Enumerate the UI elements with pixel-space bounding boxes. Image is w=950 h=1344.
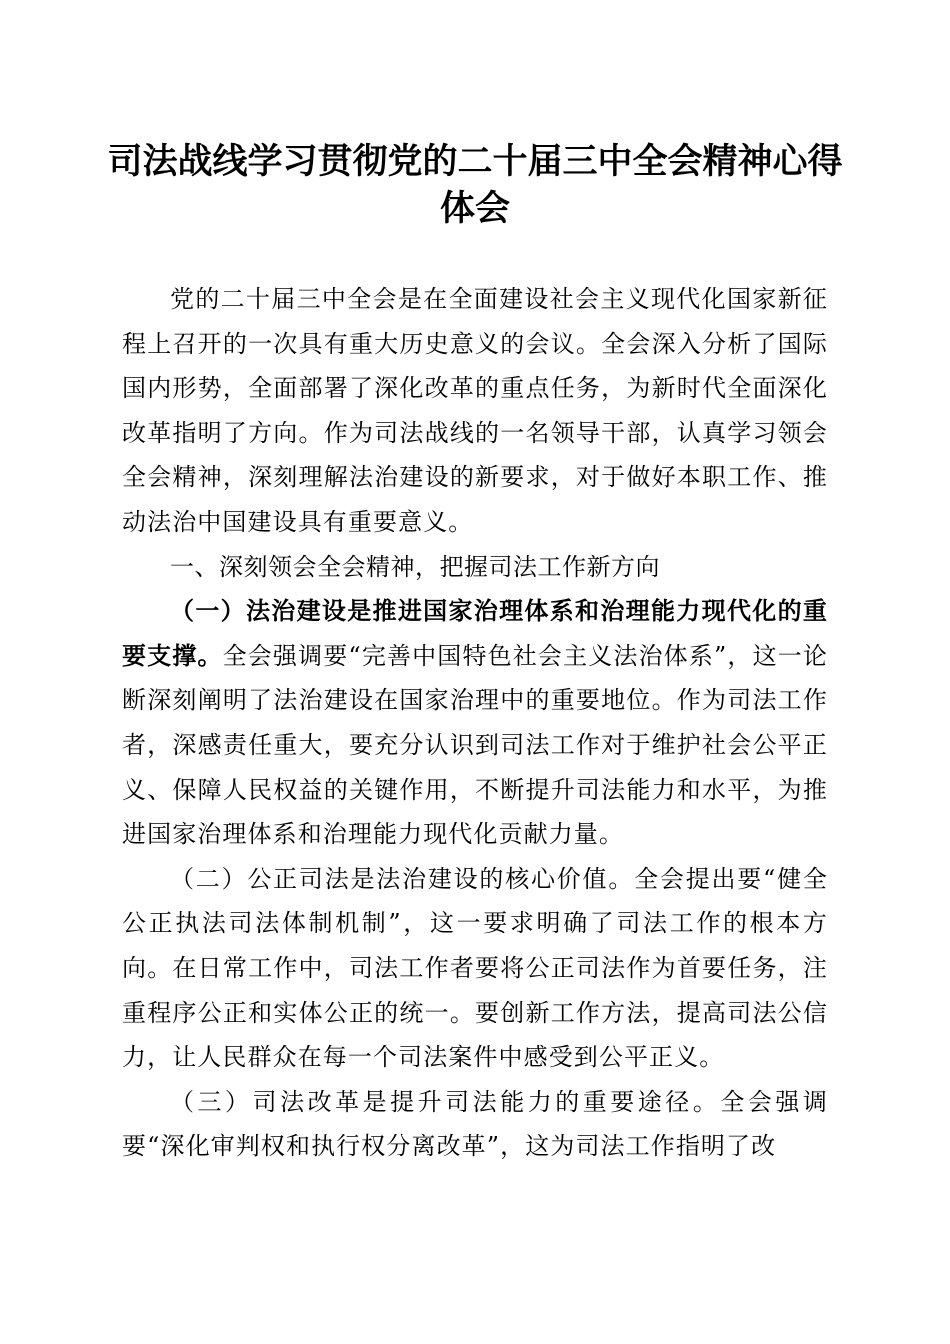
subsection-lead-2: （二）公正司法是法治建设的核心价值。 <box>170 864 635 893</box>
subsection-paragraph-2 <box>122 857 828 1080</box>
subsection-paragraph-3 <box>122 1080 828 1169</box>
document-title: 司法战线学习贯彻党的二十届三中全会精神心得体会 <box>107 141 843 229</box>
section-heading-1: 一、深刻领会全会精神，把握司法工作新方向 <box>170 552 660 581</box>
subsection-lead-3: （三）司法改革是提升司法能力的重要途径。 <box>170 1087 721 1116</box>
intro-paragraph: 党的二十届三中全会是在全面建设社会主义现代化国家新征程上召开的一次具有重大历史意义的会议。全会深入分析了国际国内形势，全面部署了深化改革的重点任务，为新时代全面深化改革指明了方向。作为司法战线的一名领导干部，认真学习领会全会精神，深刻理解法治建设的新要求，对于做好本职工作、推动法治中国建设具有重要意义。 <box>122 285 828 536</box>
subsection-lead-1: （一）法治建设是推进国家治理体系和治理能力现代化的重要支撑。 <box>122 596 828 670</box>
subsection-text-2: 全会提出要“健全公正执法司法体制机制”，这一要求明确了司法工作的根本方向。在日常工作中，司法工作者要将公正司法作为首要任务，注重程序公正和实体公正的统一。要创新工作方法，提高司法公信力，让人民群众在每一个司法案件中感受到公平正义。 <box>122 864 828 1072</box>
subsection-paragraph-1 <box>122 589 828 857</box>
subsection-text-3: 全会强调要“深化审判权和执行权分离改革”，这为司法工作指明了改 <box>122 1087 828 1161</box>
document-body <box>122 277 828 1169</box>
subsection-text-1: 全会强调要“完善中国特色社会主义法治体系”，这一论断深刻阐明了法治建设在国家治理中的重要地位。作为司法工作者，深感责任重大，要充分认识到司法工作对于维护社会公平正义、保障人民权益的关键作用，不断提升司法能力和水平，为推进国家治理体系和治理能力现代化贡献力量。 <box>122 641 828 849</box>
